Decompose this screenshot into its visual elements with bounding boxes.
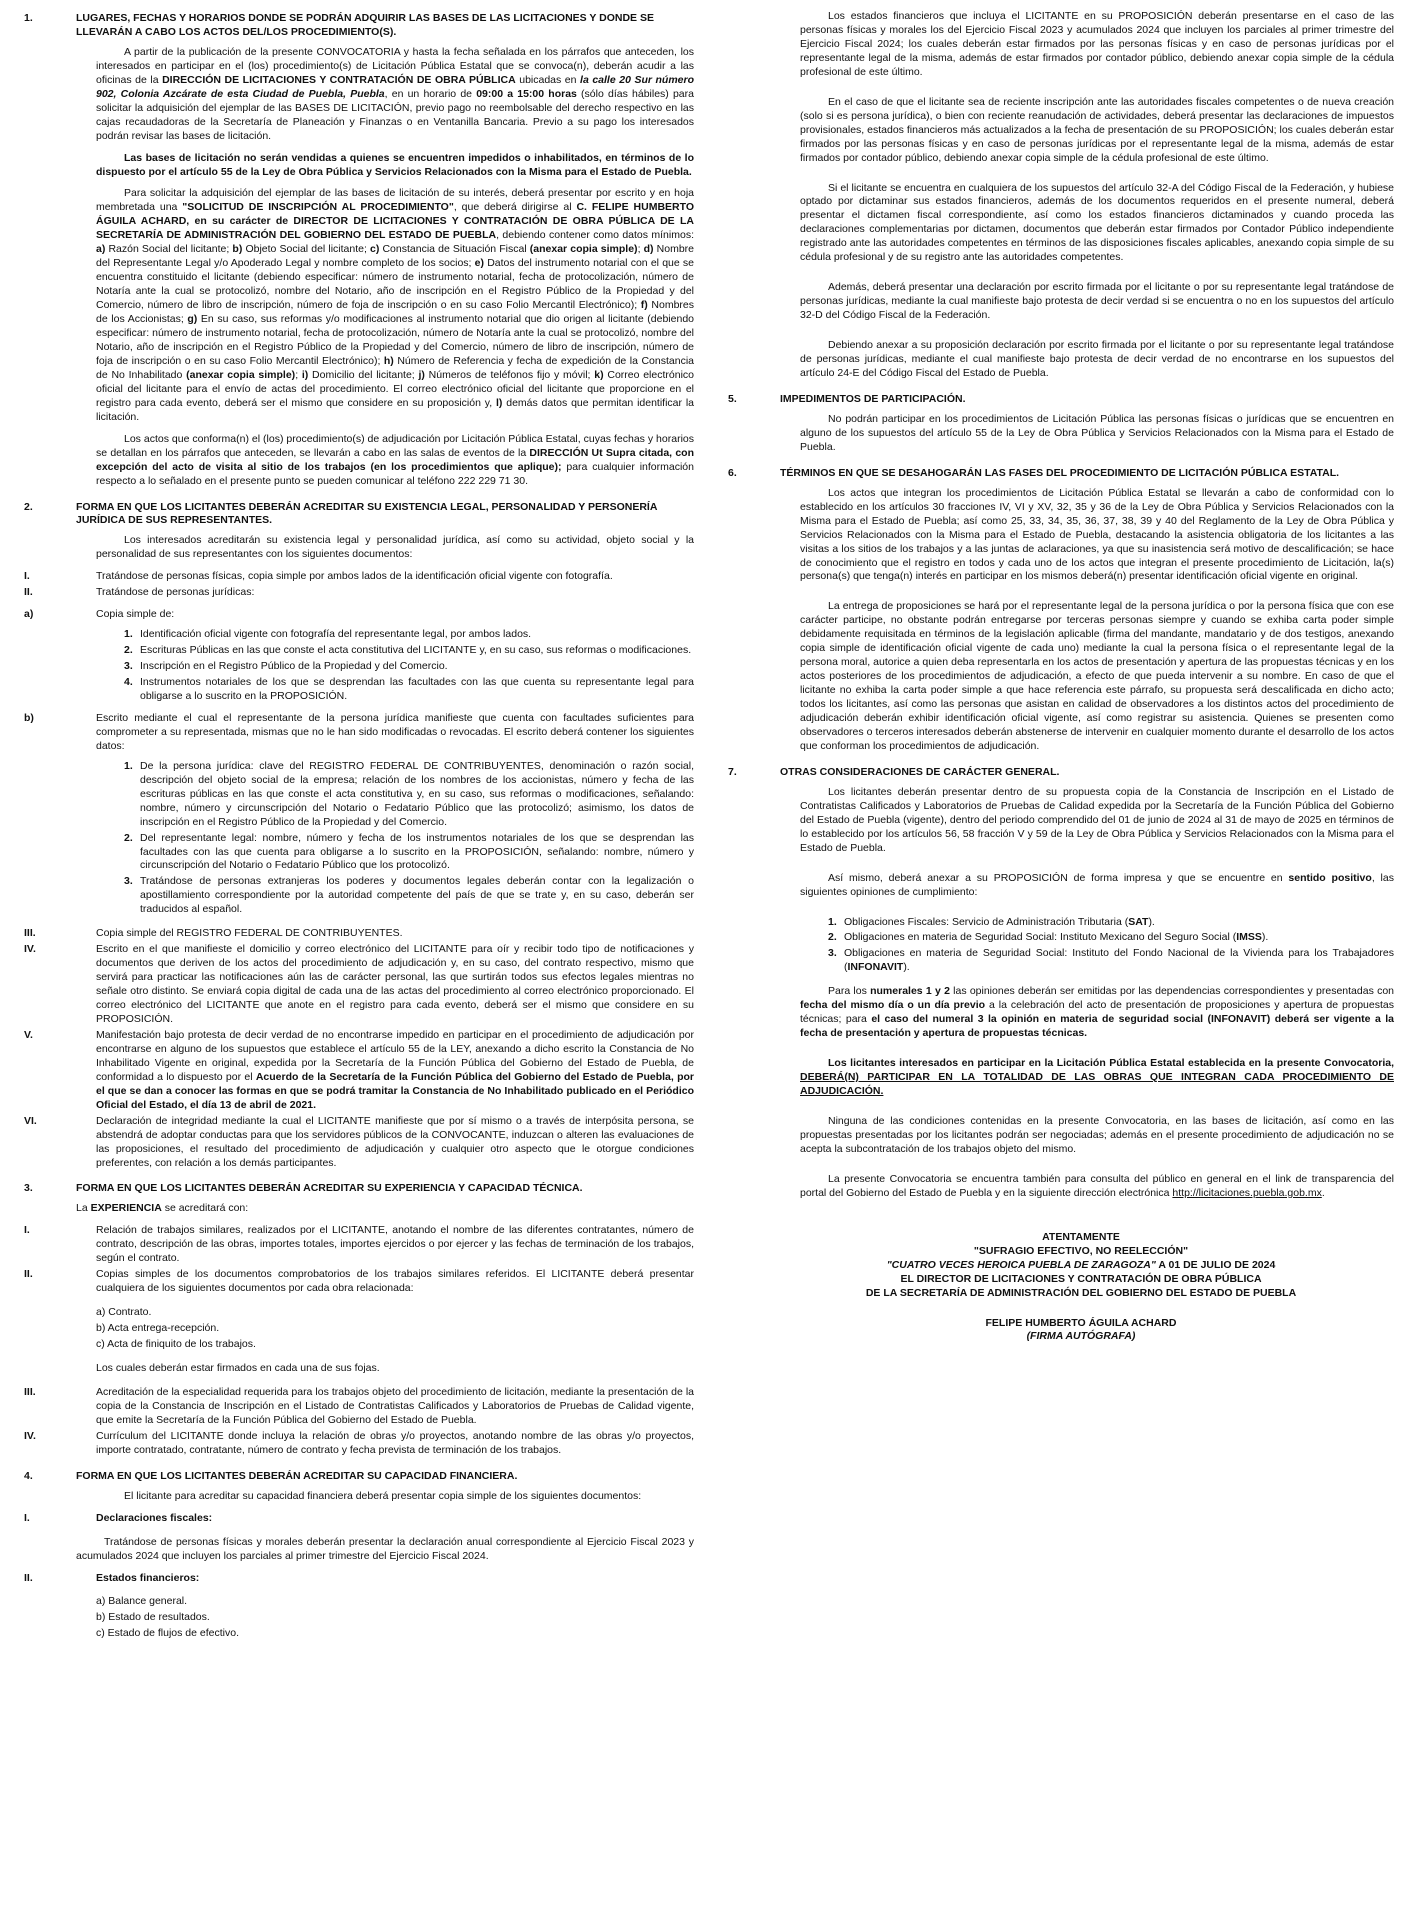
s7-paragraph-6: La presente Convocatoria se encuentra también para consulta del público en general en el link de transparencia del portal del Gobierno del Estado de Puebla y en la siguiente dirección electrónica http://licitaciones.puebla.gob.mx. — [800, 1172, 1394, 1199]
section-number: 1. — [24, 12, 33, 24]
s4-declaraciones-paragraph: Tratándose de personas físicas y morales deberán presentar la declaración anual correspondiente al Ejercicio Fiscal 2023 y acumulados 2024 que incluyen los parciales al primer trimestre del Ejercicio Fiscal 2024. — [76, 1535, 694, 1562]
s7-paragraph-2: Así mismo, deberá anexar a su PROPOSICIÓN de forma impresa y que se encuentre en sentido positivo, las siguientes opiniones de cumplimiento: — [800, 871, 1394, 898]
signature-block — [768, 1231, 1394, 1345]
signer-name: FELIPE HUMBERTO ÁGUILA ACHARD — [985, 1316, 1177, 1329]
list-item: 2. Escrituras Públicas en las que conste el acta constitutiva del LICITANTE y, en su caso, sus reformas o modificaciones. — [124, 644, 692, 657]
list-item: 3. Tratándose de personas extranjeras los poderes y documentos legales deberán contar con la legalización o apostillamiento correspondiente por la autoridad competente del país de que se trate y, en su caso, deberán ser traducidos al español. — [124, 875, 694, 916]
section-4-heading: 4. FORMA EN QUE LOS LICITANTES DEBERÁN ACREDITAR SU CAPACIDAD FINANCIERA. — [24, 1469, 518, 1482]
list-item: 2. Del representante legal: nombre, número y fecha de los instrumentos notariales de los que se desprendan las facultades con las que cuenta para obligarse a lo suscrito en la PROPOSICIÓN, señalando: nombre, número y circunscripción del Notario o Fedatario Público que los protocolizó. — [124, 831, 694, 872]
signature-line: "CUATRO VECES HEROICA PUEBLA DE ZARAGOZA" A 01 DE JULIO DE 2024 — [886, 1258, 1276, 1271]
s7-paragraph-4: Los licitantes interesados en participar en la Licitación Pública Estatal establecida en la presente Convocatoria, DEBERÁ(N) PARTICIPAR EN LA TOTALIDAD DE LAS OBRAS QUE INTEGRAN CADA PROCEDIMIENTO DE ADJUDICACIÓN. — [800, 1057, 1394, 1098]
list-item: 3. Obligaciones en materia de Seguridad Social: Instituto del Fondo Nacional de la Vivienda para los Trabajadores (INFONAVIT). — [828, 947, 1394, 974]
section-7-heading: 7. OTRAS CONSIDERACIONES DE CARÁCTER GENERAL. — [728, 765, 1060, 778]
list-item: II. Copias simples de los documentos comprobatorios de los trabajos similares referidos. El LICITANTE deberá presentar cualquiera de los siguientes documentos por cada obra relacionada: — [24, 1268, 694, 1295]
list-item: 1. Identificación oficial vigente con fotografía del representante legal, por ambos lados. — [124, 628, 532, 641]
list-item: 1. De la persona jurídica: clave del REGISTRO FEDERAL DE CONTRIBUYENTES, denominación o razón social, descripción del objeto social de la empresa; relación de los nombres de los accionistas, número y fecha de las escrituras públicas en las que conste el acta constitutiva y, en su caso, sus reformas o modificaciones, señalando: nombre, número y circunscripción del Notario o Fedatario Público que las protocolizó; asimismo, los datos de inscripción en el Registro Público de la Propiedad y del Comercio. — [124, 759, 694, 828]
s4-financial-paragraph-4: Además, deberá presentar una declaración por escrito firmada por el licitante o por su representante legal tratándose de personas jurídicas, mediante la cual manifieste bajo protesta de decir verdad si se encuentra o no en los supuestos del artículo 32-D del Código Fiscal de la Federación. — [800, 281, 1394, 322]
s7-paragraph-5: Ninguna de las condiciones contenidas en la presente Convocatoria, en las bases de licitación, así como en las propuestas presentadas por los licitantes podrán ser negociadas; además en el presente procedimiento de adjudicación no se acepta la subcontratación de los trabajos objeto del mismo. — [800, 1115, 1394, 1155]
signature-line: DE LA SECRETARÍA DE ADMINISTRACIÓN DEL GOBIERNO DEL ESTADO DE PUEBLA — [865, 1286, 1297, 1299]
list-item: V. Manifestación bajo protesta de decir verdad de no encontrarse impedido en participar en el procedimiento de adjudicación por encontrarse en alguno de los supuestos que establece el artículo 55 de la LEY, anexando a dicho escrito la Constancia de No Inhabilitado Vigente en original, expedida por la Secretaría de la Función Pública del Gobierno del Estado de Puebla, de conformidad a lo dispuesto por el Acuerdo de la Secretaría de la Función Pública del Gobierno del Estado de Puebla, por el que se dan a conocer las formas en que se podrá tramitar la Constancia de No Inhabilitado publicado en el Periódico Oficial del Estado, el día 13 de abril de 2021. — [24, 1028, 695, 1111]
list-item: III. Acreditación de la especialidad requerida para los trabajos objeto del procedimiento de licitación, mediante la presentación de la copia de la Constancia de Inscripción en el Listado de Contratistas Calificados y Laboratorios de Pruebas de Calidad vigente, que emite la Secretaría de la Función Pública del Gobierno del Estado de Puebla. — [24, 1385, 694, 1426]
list-item: 3. Inscripción en el Registro Público de la Propiedad y del Comercio. — [124, 660, 448, 673]
section-3-heading: 3. FORMA EN QUE LOS LICITANTES DEBERÁN ACREDITAR SU EXPERIENCIA Y CAPACIDAD TÉCNICA. — [24, 1182, 583, 1195]
s2-intro: Los interesados acreditarán su existencia legal y personalidad jurídica, así como su actividad, objeto social y la personalidad de sus representantes con los siguientes documentos: — [96, 534, 694, 561]
signature-line: ATENTAMENTE — [1042, 1230, 1120, 1243]
list-item: c) Estado de flujos de efectivo. — [96, 1627, 239, 1640]
list-item: 1. Obligaciones Fiscales: Servicio de Administración Tributaria (SAT). — [828, 915, 1155, 928]
list-item: IV. Currículum del LICITANTE donde incluya la relación de obras y/o proyectos, anotando nombre de las obras y/o proyectos, importe contratado, contratante, número de contrato y fecha prevista de terminación de los trabajos. — [24, 1429, 694, 1456]
s5-paragraph: No podrán participar en los procedimientos de Licitación Pública las personas físicas o jurídicas que se encuentren en alguno de los supuestos del artículo 55 de la Ley de Obra Pública y Servicios Relacionados con la Misma para el Estado de Puebla. — [800, 412, 1394, 453]
signature-note: (FIRMA AUTÓGRAFA) — [1026, 1330, 1136, 1343]
list-item: c) Acta de finiquito de los trabajos. — [96, 1338, 256, 1351]
s4-financial-paragraph-5: Debiendo anexar a su proposición declaración por escrito firmada por el licitante o por su representante legal tratándose de personas jurídicas, mediante el cual manifieste bajo protesta de decir verdad de no encontrarse en los supuestos del artículo 24-E del Código Fiscal del Estado de Puebla. — [800, 339, 1394, 380]
section-6-heading: 6. TÉRMINOS EN QUE SE DESAHOGARÁN LAS FASES DEL PROCEDIMIENTO DE LICITACIÓN PÚBLICA ESTATAL. — [728, 466, 1340, 479]
list-item: b) Estado de resultados. — [96, 1611, 210, 1624]
section-5-heading: 5. IMPEDIMENTOS DE PARTICIPACIÓN. — [728, 392, 966, 405]
sub-item-a: a) Copia simple de: — [24, 608, 175, 621]
section-1-heading — [24, 12, 694, 40]
s1-paragraph-2: Las bases de licitación no serán vendidas a quienes se encuentren impedidos o inhabilitados, en términos de lo dispuesto por el artículo 55 de la Ley de Obra Pública y Servicios Relacionados con la Misma para el Estado de Puebla. — [96, 151, 694, 178]
list-item: 4. Instrumentos notariales de los que se desprendan las facultades con las que cuenta su representante legal para obligarse a lo suscrito en la PROPOSICIÓN. — [124, 676, 694, 702]
s3-intro: La EXPERIENCIA se acreditará con: — [76, 1202, 249, 1215]
s1-paragraph-1: A partir de la publicación de la presente CONVOCATORIA y hasta la fecha señalada en los párrafos que anteceden, los interesados en participar en el (los) procedimiento(s) de Licitación Pública Estatal que se convoca(n), deberán acudir a las oficinas de la DIRECCIÓN DE LICITACIONES Y CONTRATACIÓN DE OBRA PÚBLICA ubicadas en la calle 20 Sur número 902, Colonia Azcárate de esta Ciudad de Puebla, Puebla, en un horario de 09:00 a 15:00 horas (sólo días hábiles) para solicitar la adquisición del ejemplar de las BASES DE LICITACIÓN, previo pago no reembolsable del derecho respectivo en las cajas recaudadoras de la Secretaría de Planeación y Finanzas o en Ventanilla Bancaria. Previo a su pago los interesados podrán revisar las bases de licitación. — [96, 45, 694, 142]
list-item: b) Acta entrega-recepción. — [96, 1322, 220, 1335]
section-2-heading: 2. FORMA EN QUE LOS LICITANTES DEBERÁN ACREDITAR SU EXISTENCIA LEGAL, PERSONALIDAD Y PERSONERÍA JURÍDICA DE SUS REPRESENTANTES. — [24, 500, 658, 527]
s4-financial-paragraph-1: Los estados financieros que incluya el LICITANTE en su PROPOSICIÓN deberán presentarse en el caso de las personas físicas y morales los del Ejercicio Fiscal 2023 y acumulados 2024 que incluyen los parciales al primer trimestre del Ejercicio Fiscal 2024; los cuales deberán estar firmados por las personas físicas y en caso de personas jurídicas por el representante legal de la misma, además de estar firmados por contador público, debiendo anexar copia simple de la cédula profesional de este último. — [800, 10, 1394, 78]
signature-line: EL DIRECTOR DE LICITACIONES Y CONTRATACIÓN DE OBRA PÚBLICA — [900, 1272, 1262, 1285]
list-item: IV. Escrito en el que manifieste el domicilio y correo electrónico del LICITANTE para oír y recibir todo tipo de notificaciones y documentos que deriven de los actos del procedimiento de adjudicación y, en su caso, del contrato respectivo, mismo que servirá para practicar las notificaciones aún las de carácter personal, las que surtirán todos sus efectos legales mientras no señale otro distinto. Se enviará copia digital de cada una de las actas del procedimiento al correo electrónico proporcionado. El correo electrónico del LICITANTE que anote en el registro para cada evento, deberá ser el mismo que considere en su PROPOSICIÓN. — [24, 943, 694, 1025]
list-item: I. Tratándose de personas físicas, copia simple por ambos lados de la identificación oficial vigente con fotografía. — [24, 570, 613, 583]
signature-line: "SUFRAGIO EFECTIVO, NO REELECCIÓN" — [973, 1244, 1189, 1257]
section-title: LUGARES, FECHAS Y HORARIOS DONDE SE PODRÁN ADQUIRIR LAS BASES DE LAS LICITACIONES Y DONDE SE LLEVARÁN A CABO LOS ACTOS DEL/LOS PROCEDIMIENTO(S). — [76, 12, 654, 38]
s4-intro: El licitante para acreditar su capacidad financiera deberá presentar copia simple de los siguientes documentos: — [124, 1489, 642, 1502]
s6-paragraph-2: La entrega de proposiciones se hará por el representante legal de la persona jurídica o por la persona física que con ese carácter participe, no obstante podrán entregarse por terceras personas siempre y cuando se exhiba carta poder simple debidamente requisitada en términos de la legislación aplicable (firma del mandante, mandatario y de dos testigos, anexando copia simple de identificación oficial vigente de cada uno) mediante la cual la persona física o el representante legal de la persona moral, autorice a quien deba representarla en los actos de presentación y apertura de las propuestas técnicas y en los actos posteriores de los procedimientos de adjudicación, a efecto de que pueda intervenir a su nombre. En caso de que el licitante no exhiba la carta poder simple a que hace referencia este párrafo, su propuesta será descalificada en dicho acto; todos los licitantes, así como las personas que asistan en calidad de observadores a los distintos actos del procedimiento de adjudicación deberán exhibir identificación oficial vigente, así como registrar su asistencia. Quienes se presenten como observadores o terceros interesados deberán abstenerse de intervenir en cualquier momento durante el desarrollo de los actos que conforman los procedimientos de adjudicación. — [800, 600, 1394, 752]
right-column — [728, 0, 1394, 1344]
list-item: II. Estados financieros: — [24, 1571, 200, 1584]
s3-note: Los cuales deberán estar firmados en cada una de sus fojas. — [96, 1362, 380, 1375]
list-item: a) Balance general. — [96, 1595, 188, 1608]
sub-item-b: b) Escrito mediante el cual el representante de la persona jurídica manifieste que cuenta con facultades suficientes para comprometer a su representada, mismas que no le han sido modificadas o revocadas. El escrito deberá contener los siguientes datos: — [24, 711, 694, 752]
s6-paragraph-1: Los actos que integran los procedimientos de Licitación Pública Estatal se llevarán a cabo de conformidad con lo establecido en los artículos 30 fracciones IV, VI y XV, 32, 35 y 36 de la Ley de Obra Pública y Servicios Relacionados con la Misma para el Estado de Puebla; así como 25, 33, 34, 35, 36, 37, 38, 39 y 40 del Reglamento de la Ley de Obra Pública y Servicios Relacionados con la Misma para el Estado de Puebla, destacando la asistencia obligatoria de los licitantes a las visitas a los sitios de los trabajos y a las juntas de aclaraciones, ya que su inasistencia será motivo de descalificación; se hace de conocimiento que el registro en todos y cada uno de los actos que integran el presente procedimiento de Licitación, la(s) persona(s) que tenga(n) interés en participar en los mismos deberá(n) presentar identificación oficial vigente en original. — [800, 486, 1394, 583]
s1-paragraph-4: Los actos que conforma(n) el (los) procedimiento(s) de adjudicación por Licitación Pública Estatal, cuyas fechas y horarios se detallan en los párrafos que anteceden, se llevarán a cabo en las salas de eventos de la DIRECCIÓN Ut Supra citada, con excepción del acto de visita al sitio de los trabajos (en los procedimientos que aplique); para cualquier información respecto a lo señalado en el presente punto se pueden comunicar al teléfono 222 229 71 30. — [96, 432, 694, 487]
list-item: II. Tratándose de personas jurídicas: — [24, 586, 255, 599]
list-item: I. Declaraciones fiscales: — [24, 1511, 213, 1524]
s7-paragraph-1: Los licitantes deberán presentar dentro de su propuesta copia de la Constancia de Inscripción en el Listado de Contratistas Calificados y Laboratorios de Pruebas de Calidad expedida por la Secretaría de la Función Pública del Gobierno del Estado de Puebla (vigente), dentro del periodo comprendido del 01 de junio de 2024 al 31 de mayo de 2025 en términos de lo establecido por los artículos 56, 58 fracción V y 59 de la Ley de Obra Pública y Servicios Relacionados con la Misma para el Estado de Puebla. — [800, 785, 1394, 854]
list-item: I. Relación de trabajos similares, realizados por el LICITANTE, anotando el nombre de las diferentes contratantes, número de contrato, descripción de las obras, importes totales, importes ejercidos o por ejercer y las fechas de terminación de los trabajos, según el contrato. — [24, 1224, 694, 1265]
list-item: III. Copia simple del REGISTRO FEDERAL DE CONTRIBUYENTES. — [24, 927, 403, 940]
s7-paragraph-3: Para los numerales 1 y 2 las opiniones deberán ser emitidas por las dependencias correspondientes y presentadas con fecha del mismo día o un día previo a la celebración del acto de presentación de proposiciones y apertura de propuestas técnicas; para el caso del numeral 3 la opinión en materia de seguridad social (INFONAVIT) deberá ser vigente a la fecha de presentación y apertura de propuestas técnicas. — [800, 985, 1395, 1040]
list-item: 2. Obligaciones en materia de Seguridad Social: Instituto Mexicano del Seguro Social (IMSS). — [828, 931, 1269, 944]
transparency-link[interactable]: http://licitaciones.puebla.gob.mx — [1172, 1186, 1322, 1199]
s4-financial-paragraph-3: Si el licitante se encuentra en cualquiera de los supuestos del artículo 32-A del Código Fiscal de la Federación, y hubiese optado por dictaminar sus estados financieros, además de los documentos requeridos en el presente numeral, deberá presentar el dictamen fiscal correspondiente, así como los estados financieros dictaminados y cuando proceda las declaraciones complementarias por dictamen, documentos que deberán estar firmados por Contador Público independiente registrado ante las autoridades competentes en términos de las disposiciones fiscales aplicables, anexando copia simple de su cédula profesional y de su registro ante las autoridades competentes. — [800, 181, 1394, 264]
left-column — [24, 0, 694, 1643]
list-item: a) Contrato. — [96, 1306, 152, 1319]
list-item: VI. Declaración de integridad mediante la cual el LICITANTE manifieste que por sí mismo o a través de interpósita persona, se abstendrá de adoptar conductas para que los servidores públicos de la CONVOCANTE, induzcan o alteren las evaluaciones de las proposiciones, el resultado del procedimiento de adjudicación y cualquier otro aspecto que le otorgue condiciones preferentes, con relación a los demás participantes. — [24, 1114, 694, 1169]
s1-paragraph-3: Para solicitar la adquisición del ejemplar de las bases de licitación de su interés, deberá presentar por escrito y en hoja membretada una "SOLICITUD DE INSCRIPCIÓN AL PROCEDIMIENTO", que deberá dirigirse al C. FELIPE HUMBERTO ÁGUILA ACHARD, en su carácter de DIRECTOR DE LICITACIONES Y CONTRATACIÓN DE OBRA PÚBLICA DE LA SECRETARÍA DE ADMINISTRACIÓN DEL GOBIERNO DEL ESTADO DE PUEBLA, debiendo contener como datos mínimos: a) Razón Social del licitante; b) Objeto Social del licitante; c) Constancia de Situación Fiscal (anexar copia simple); d) Nombre del Representante Legal y/o Apoderado Legal y nombre completo de los socios; e) Datos del instrumento notarial con el que se encuentra constituido el licitante (debiendo especificar: número de instrumento notarial, fecha de protocolización, número de Notaría ante la cual se protocolizó, nombre del Notario, año de inscripción en el Registro Público de la Propiedad y del Comercio, número de libro de inscripción, número de foja de inscripción o en su caso Folio Mercantil Electrónico); f) Nombres de los Accionistas; g) En su caso, sus reformas y/o modificaciones al instrumento notarial que dio origen al licitante (debiendo especificar: número de instrumento notarial, fecha de protocolización, número de Notaría ante la cual se protocolizó, nombre del Notario, año de inscripción en el Registro Público de la Propiedad y del Comercio, número de libro de inscripción, número de foja de inscripción o en su caso Folio Mercantil Electrónico); h) Número de Referencia y fecha de expedición de la Constancia de No Inhabilitado (anexar copia simple); i) Domicilio del licitante; j) Números de teléfonos fijo y móvil; k) Correo electrónico oficial del licitante para el envío de actas del procedimiento. El correo electrónico oficial del licitante que proporcione en el registro para cada evento, deberá ser el mismo que considere en su proposición y, l) demás datos que permitan identificar la licitación. — [96, 187, 695, 423]
s4-financial-paragraph-2: En el caso de que el licitante sea de reciente inscripción ante las autoridades fiscales competentes o de nueva creación (solo si es persona jurídica), o bien con reciente reanudación de actividades, deberá presentar las declaraciones de impuestos provisionales, estados financieros más actualizados a la fecha de presentación de su PROPOSICIÓN; los cuales deberán estar firmados por las personas físicas y en caso de personas jurídicas por el representante legal de la misma, además de estar firmados por contador público, debiendo anexar copia simple de la cédula profesional de este último. — [800, 95, 1394, 164]
